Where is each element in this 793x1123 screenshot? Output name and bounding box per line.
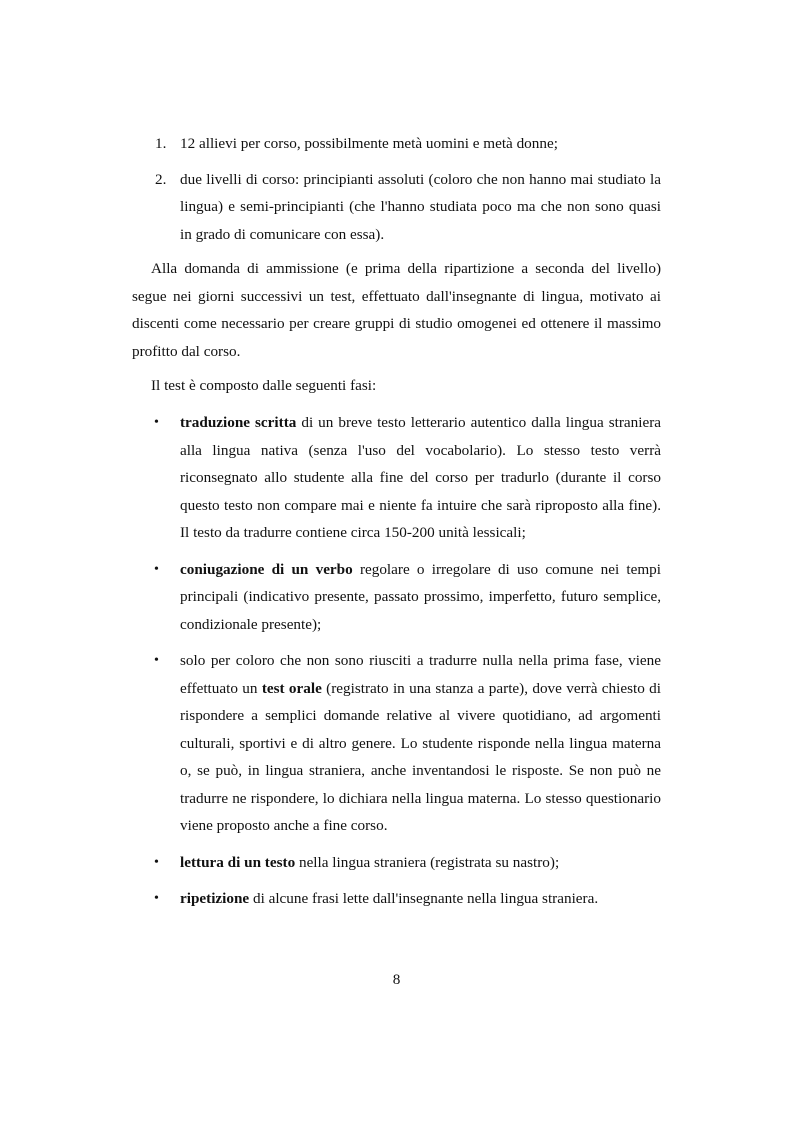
bullet-icon: •	[154, 891, 159, 906]
bullet-icon: •	[154, 561, 159, 577]
paragraph-test-intro: Il test è composto dalle seguenti fasi:	[151, 377, 377, 394]
paragraph-admission: Alla domanda di ammissione (e prima della ripartizione a seconda del livello) segue nei giorni successivi un test, effettuato dall'insegnante di lingua, motivato ai discenti come necessario per creare gruppi di studio omogenei ed ottenere il massimo profitto dal corso.	[132, 260, 661, 360]
bullet-text-after: nella lingua straniera (registrata su nastro);	[295, 853, 560, 871]
bullet-bold-term: test orale	[261, 679, 322, 697]
list-item-text: due livelli di corso: principianti assoluti (coloro che non hanno mai studiato la lingua) e semi-principianti (che l'hanno studiata poco ma che non sono quasi in grado di comunicare con essa).	[180, 170, 661, 243]
bullet-icon: •	[154, 415, 159, 430]
bullet-bold-term: coniugazione di un verbo	[180, 560, 353, 578]
bullet-list	[0, 409, 793, 913]
numbered-list	[0, 130, 793, 248]
bullet-text	[180, 647, 661, 840]
bullet-bold-term: lettura di un testo	[180, 853, 296, 871]
bullet-icon: •	[154, 854, 159, 870]
bullet-text	[180, 885, 661, 913]
list-item-text: 12 allievi per corso, possibilmente metà uomini e metà donne;	[180, 135, 558, 152]
bullet-text-after: di un breve testo letterario autentico dalla lingua straniera alla lingua nativa (senza l'uso del vocabolario). Lo stesso testo verrà riconsegnato allo studente alla fine del corso per tradurlo (durante il corso questo testo non compare mai e niente fa intuire che sarà riproposto alla fine). Il testo da tradurre contiene circa 150-200 unità lessicali;	[180, 414, 661, 541]
list-item	[0, 130, 793, 158]
page-number: 8	[392, 971, 401, 988]
list-item	[0, 409, 793, 547]
list-item	[0, 885, 793, 913]
bullet-bold-term: ripetizione	[180, 890, 250, 907]
bullet-text-before: solo per coloro che non sono riusciti a tradurre nulla nella prima fase, viene effettuato un	[180, 652, 661, 697]
list-item	[0, 166, 793, 249]
bullet-text	[180, 556, 661, 639]
bullet-bold-term: traduzione scritta	[180, 414, 297, 431]
bullet-text-after: (registrato in una stanza a parte), dove verrà chiesto di rispondere a semplici domande relative al vivere quotidiano, ad argomenti culturali, sportivi e di altro genere. Lo studente risponde nella lingua materna o, se può, in lingua straniera, anche inventandosi le risposte. Se non può ne tradurre ne rispondere, lo dichiara nella lingua materna. Lo stesso questionario viene proposto anche a fine corso.	[180, 679, 661, 834]
list-number: 2.	[155, 170, 167, 188]
list-number: 1.	[155, 135, 167, 152]
bullet-text	[180, 409, 661, 547]
list-item	[0, 647, 793, 840]
bullet-text	[180, 849, 661, 877]
list-item	[0, 556, 793, 639]
bullet-text-after: di alcune frasi lette dall'insegnante nella lingua straniera.	[249, 890, 599, 907]
list-item	[0, 849, 793, 877]
bullet-icon: •	[154, 653, 159, 668]
bullet-text-after: regolare o irregolare di uso comune nei tempi principali (indicativo presente, passato prossimo, imperfetto, futuro semplice, condizionale presente);	[180, 560, 661, 633]
